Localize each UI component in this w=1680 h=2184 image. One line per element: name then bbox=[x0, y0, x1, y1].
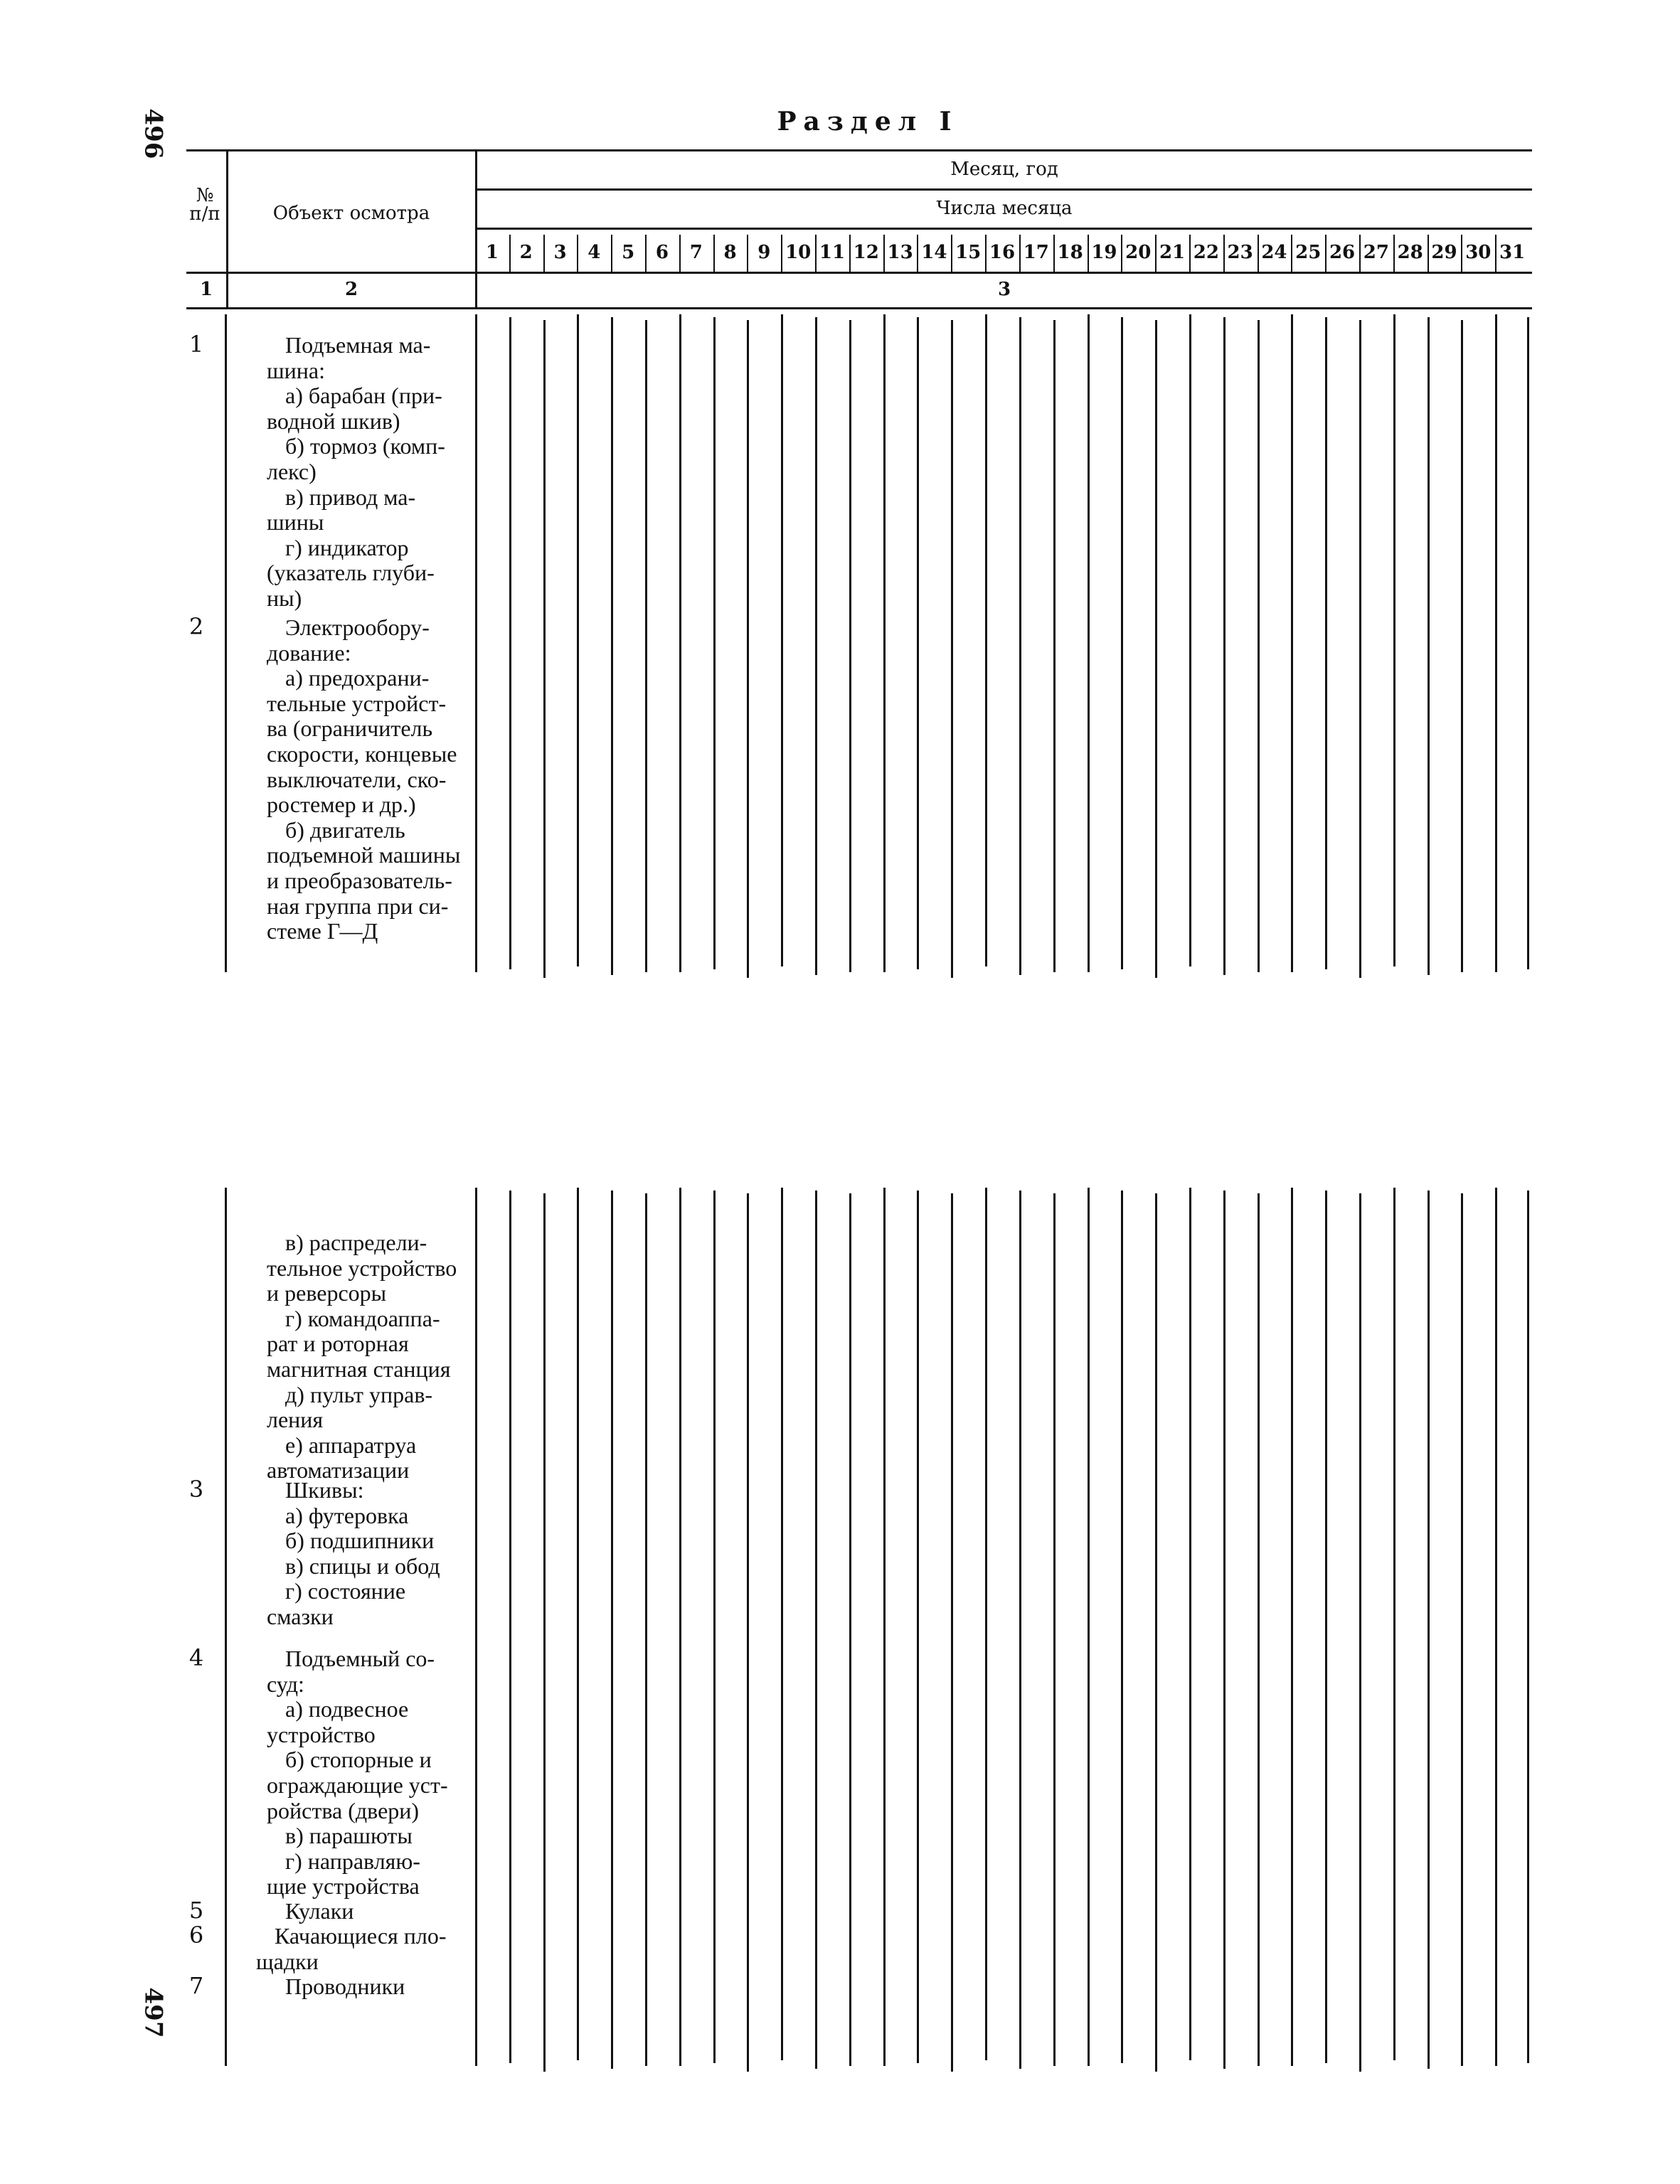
day-column-line bbox=[611, 317, 613, 975]
row-text-line: б) двигатель bbox=[285, 816, 405, 843]
header-number-label: № п/п bbox=[189, 185, 220, 225]
day-column-line bbox=[679, 1188, 681, 2066]
day-column-line bbox=[1019, 317, 1021, 975]
day-column-line bbox=[1359, 1193, 1361, 2072]
row-text-line: ная группа при си- bbox=[267, 893, 449, 919]
row-number-2: 2 bbox=[188, 613, 204, 640]
day-column-line bbox=[509, 1190, 511, 2063]
row-text-line: водной шкив) bbox=[267, 407, 400, 434]
row-text-6 bbox=[256, 1924, 459, 1974]
row-text-line: лекс) bbox=[267, 458, 317, 484]
day-divider bbox=[1121, 235, 1122, 272]
day-divider bbox=[747, 235, 748, 272]
day-number: 6 bbox=[655, 242, 669, 263]
day-column-line bbox=[543, 320, 546, 978]
day-divider bbox=[781, 235, 782, 272]
day-number: 1 bbox=[485, 242, 499, 263]
day-column-line bbox=[1461, 1193, 1463, 2066]
day-number: 2 bbox=[519, 242, 533, 263]
row-text-line: выключатели, ско- bbox=[267, 766, 447, 792]
day-column-line bbox=[1461, 320, 1463, 972]
day-number: 9 bbox=[757, 242, 771, 263]
row-text-2-cont bbox=[267, 1230, 469, 1483]
day-column-line bbox=[1495, 1188, 1497, 2066]
row-text-line: Подъемный со- bbox=[285, 1646, 435, 1671]
row-text-line: подъемной машины bbox=[267, 842, 461, 868]
row-text-4 bbox=[267, 1646, 469, 1900]
header-object-label: Объект осмотра bbox=[272, 203, 430, 224]
day-column-line bbox=[1393, 314, 1395, 966]
day-divider bbox=[679, 235, 681, 272]
row-text-line: тельное устройство bbox=[267, 1255, 457, 1281]
day-number: 15 bbox=[955, 242, 982, 263]
day-number: 20 bbox=[1125, 242, 1152, 263]
day-column-line bbox=[1495, 314, 1497, 972]
day-column-line bbox=[1155, 1193, 1157, 2072]
day-number: 11 bbox=[819, 242, 846, 263]
column-number-3: 3 bbox=[997, 279, 1011, 300]
day-column-line bbox=[1527, 1190, 1529, 2063]
day-divider bbox=[1088, 235, 1089, 272]
row-text-line: д) пульт управ- bbox=[285, 1381, 433, 1407]
day-column-line bbox=[1258, 320, 1260, 972]
row-text-3 bbox=[267, 1478, 469, 1630]
day-divider bbox=[985, 235, 987, 272]
day-column-line bbox=[1428, 1190, 1430, 2069]
day-column-line bbox=[1223, 1190, 1226, 2069]
day-column-line bbox=[1053, 320, 1056, 972]
row-text-line: автоматизации bbox=[267, 1457, 410, 1483]
day-column-line bbox=[645, 320, 647, 972]
day-divider bbox=[1428, 235, 1429, 272]
row-number-6: 6 bbox=[188, 1922, 204, 1949]
row-text-line: и реверсоры bbox=[267, 1280, 387, 1306]
day-column-line bbox=[1121, 1190, 1123, 2063]
day-number: 26 bbox=[1329, 242, 1356, 263]
row-text-line: Проводники bbox=[285, 1973, 405, 1999]
day-column-line bbox=[1258, 1193, 1260, 2066]
row-text-line: ва (ограничитель bbox=[267, 715, 433, 742]
row-text-line: и преобразователь- bbox=[267, 867, 452, 893]
day-number: 25 bbox=[1295, 242, 1322, 263]
row-text-2 bbox=[267, 615, 469, 944]
day-column-line bbox=[815, 317, 817, 975]
row-text-line: б) подшипники bbox=[285, 1528, 435, 1554]
day-column-line bbox=[1359, 320, 1361, 978]
row-text-line: смазки bbox=[267, 1603, 334, 1629]
row-number-4: 4 bbox=[188, 1644, 204, 1671]
day-number: 12 bbox=[853, 242, 879, 263]
day-column-line bbox=[747, 320, 749, 978]
row-text-line: а) барабан (при- bbox=[285, 383, 442, 409]
day-column-line bbox=[849, 320, 851, 972]
row-text-line: б) тормоз (комп- bbox=[285, 433, 445, 459]
day-column-line bbox=[679, 314, 681, 972]
day-divider bbox=[1189, 235, 1191, 272]
header-month-days: Числа месяца bbox=[936, 198, 1073, 219]
day-column-line bbox=[1189, 1188, 1191, 2060]
day-column-line bbox=[611, 1190, 613, 2069]
row-text-line: ограждающие уст- bbox=[267, 1772, 448, 1798]
day-divider bbox=[1325, 235, 1327, 272]
day-number: 18 bbox=[1057, 242, 1083, 263]
day-number: 23 bbox=[1227, 242, 1253, 263]
row-text-5 bbox=[267, 1899, 469, 1924]
day-divider bbox=[1291, 235, 1292, 272]
day-divider bbox=[1461, 235, 1462, 272]
day-column-line bbox=[1325, 317, 1327, 969]
day-number: 5 bbox=[622, 242, 635, 263]
header-month-year: Месяц, год bbox=[950, 159, 1058, 180]
row-text-line: в) спицы и обод bbox=[285, 1552, 440, 1579]
day-number: 19 bbox=[1091, 242, 1117, 263]
day-number: 27 bbox=[1363, 242, 1389, 263]
day-column-line bbox=[781, 1188, 783, 2060]
row-text-line: шины bbox=[267, 509, 324, 536]
row-text-line: в) распредели- bbox=[285, 1230, 427, 1255]
day-divider bbox=[849, 235, 851, 272]
day-number: 10 bbox=[785, 242, 812, 263]
day-divider bbox=[713, 235, 715, 272]
row-text-7 bbox=[267, 1974, 469, 2000]
day-column-line bbox=[951, 1193, 953, 2072]
row-text-line: г) направляю- bbox=[285, 1848, 420, 1874]
row-text-line: ройства (двери) bbox=[267, 1797, 420, 1823]
row-text-line: устройство bbox=[267, 1721, 376, 1747]
day-column-line bbox=[1223, 317, 1226, 975]
day-column-line bbox=[985, 314, 987, 966]
row-text-line: шина: bbox=[267, 357, 325, 383]
row-text-line: (указатель глуби- bbox=[267, 560, 435, 586]
day-divider bbox=[611, 235, 612, 272]
day-column-line bbox=[747, 1193, 749, 2072]
column-number-1: 1 bbox=[199, 279, 213, 300]
day-column-line bbox=[577, 1188, 579, 2060]
day-number: 7 bbox=[689, 242, 703, 263]
day-column-line bbox=[1088, 1188, 1090, 2066]
day-divider bbox=[883, 235, 885, 272]
day-column-line bbox=[951, 320, 953, 978]
row-text-line: ны) bbox=[267, 585, 302, 611]
row-text-line: стеме Г—Д bbox=[267, 918, 378, 944]
day-number: 4 bbox=[588, 242, 601, 263]
day-column-line bbox=[883, 1188, 886, 2066]
row-text-line: в) привод ма- bbox=[285, 484, 416, 510]
day-column-line bbox=[1393, 1188, 1395, 2060]
day-column-line bbox=[815, 1190, 817, 2069]
row-text-line: ростемер и др.) bbox=[267, 792, 416, 818]
row-text-line: Электрообору- bbox=[285, 614, 430, 640]
day-column-line bbox=[849, 1193, 851, 2066]
row-text-line: скорости, концевые bbox=[267, 740, 457, 767]
day-column-line bbox=[1088, 314, 1090, 972]
day-column-line bbox=[1019, 1190, 1021, 2069]
day-number: 16 bbox=[989, 242, 1016, 263]
row-text-line: г) командоаппа- bbox=[285, 1305, 440, 1331]
day-divider bbox=[1359, 235, 1361, 272]
row-text-line: б) стопорные и bbox=[285, 1747, 432, 1773]
page-number-bottom: 497 bbox=[139, 1987, 168, 2038]
row-number-7: 7 bbox=[188, 1972, 204, 1999]
day-column-line bbox=[509, 317, 511, 969]
day-column-line bbox=[1291, 314, 1293, 972]
row-text-line: а) предохрани- bbox=[285, 665, 430, 691]
day-divider bbox=[951, 235, 952, 272]
day-column-line bbox=[883, 314, 886, 972]
day-divider bbox=[1393, 235, 1395, 272]
day-divider bbox=[543, 235, 545, 272]
day-number: 30 bbox=[1465, 242, 1492, 263]
day-divider bbox=[1223, 235, 1225, 272]
row-text-line: рат и роторная bbox=[267, 1331, 409, 1357]
day-divider bbox=[645, 235, 647, 272]
day-column-line bbox=[1189, 314, 1191, 966]
row-text-line: Шкивы: bbox=[285, 1477, 364, 1503]
day-number: 22 bbox=[1193, 242, 1219, 263]
day-number: 31 bbox=[1499, 242, 1526, 263]
row-text-line: а) футеровка bbox=[285, 1502, 409, 1528]
day-column-line bbox=[985, 1188, 987, 2060]
day-divider bbox=[815, 235, 817, 272]
day-divider bbox=[1495, 235, 1496, 272]
day-column-line bbox=[543, 1193, 546, 2072]
day-divider bbox=[1258, 235, 1259, 272]
row-text-line: в) парашюты bbox=[285, 1823, 413, 1849]
row-text-line: г) состояние bbox=[285, 1578, 406, 1604]
row-number-1: 1 bbox=[188, 331, 204, 358]
day-column-line bbox=[917, 1190, 919, 2063]
day-column-line bbox=[577, 314, 579, 966]
day-number: 24 bbox=[1261, 242, 1287, 263]
row-number-5: 5 bbox=[188, 1897, 204, 1924]
day-column-line bbox=[713, 317, 716, 969]
day-column-line bbox=[1291, 1188, 1293, 2066]
day-number: 8 bbox=[723, 242, 737, 263]
day-divider bbox=[1053, 235, 1055, 272]
day-column-line bbox=[1155, 320, 1157, 978]
section-title: Раздел I bbox=[777, 107, 959, 137]
row-text-line: тельные устройст- bbox=[267, 690, 447, 716]
day-column-line bbox=[713, 1190, 716, 2063]
row-text-line: щадки bbox=[256, 1948, 319, 1974]
row-text-line: Подъемная ма- bbox=[285, 332, 431, 358]
column-number-2: 2 bbox=[344, 279, 358, 300]
row-text-line: е) аппаратруа bbox=[285, 1432, 417, 1458]
day-number: 29 bbox=[1431, 242, 1457, 263]
day-column-line bbox=[1428, 317, 1430, 975]
row-text-line: суд: bbox=[267, 1671, 304, 1697]
row-text-line: Кулаки bbox=[285, 1898, 354, 1924]
day-divider bbox=[1019, 235, 1021, 272]
row-text-line: щие устройства bbox=[267, 1873, 420, 1900]
day-divider bbox=[509, 235, 511, 272]
row-text-line: Качающиеся пло- bbox=[275, 1923, 447, 1949]
day-column-line bbox=[1053, 1193, 1056, 2066]
day-number: 14 bbox=[921, 242, 947, 263]
row-text-line: г) индикатор bbox=[285, 534, 409, 560]
day-column-line bbox=[917, 317, 919, 969]
row-text-line: дование: bbox=[267, 639, 351, 666]
day-divider bbox=[917, 235, 918, 272]
row-text-line: ления bbox=[267, 1407, 324, 1433]
day-column-line bbox=[1527, 317, 1529, 969]
row-text-line: магнитная станция bbox=[267, 1355, 451, 1382]
day-column-line bbox=[645, 1193, 647, 2066]
day-column-line bbox=[1325, 1190, 1327, 2063]
day-number: 13 bbox=[887, 242, 913, 263]
row-text-1 bbox=[267, 333, 469, 612]
day-number: 21 bbox=[1159, 242, 1186, 263]
row-text-line: а) подвесное bbox=[285, 1696, 409, 1722]
day-column-line bbox=[1121, 317, 1123, 969]
day-number: 17 bbox=[1023, 242, 1049, 263]
day-column-line bbox=[781, 314, 783, 966]
day-divider bbox=[577, 235, 578, 272]
row-number-3: 3 bbox=[188, 1476, 204, 1503]
day-number: 3 bbox=[553, 242, 567, 263]
day-divider bbox=[1155, 235, 1157, 272]
day-number: 28 bbox=[1397, 242, 1423, 263]
page-number-top: 496 bbox=[139, 108, 168, 159]
